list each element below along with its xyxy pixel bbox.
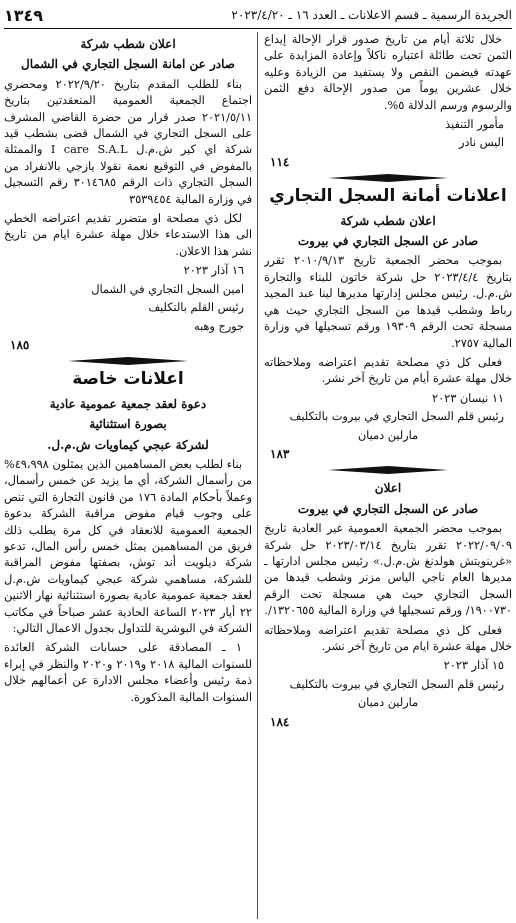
signature-name: جورج وهبه	[193, 319, 244, 333]
ad-body: بموجب محضر الجمعية تاريخ ٢٠١٠/٩/١٣ تقرر بتاريخ ٢٠٢٣/٤/٤ حل شركة خاتون للبناء والتجارة ش.م.ل. رئيس مجلس إدارتها مديرها لينا عبد المجيد رباط وشطب قيدها من السجل التجاري حيث هي مسجلة تحت الرقم ١٩٣٠٩ ورقم تسجيلها في وزارة المالية ٢٧٥٧.	[264, 254, 512, 350]
page-number: ١٣٤٩	[4, 5, 44, 25]
ad-title: اعلان شطب شركة	[80, 37, 176, 51]
header-title: الجريدة الرسمية ـ قسم الاعلانات ـ العدد ١٦ ـ ٢٠٢٣/٤/٢٠	[231, 8, 512, 22]
column-divider	[257, 32, 258, 919]
ad-subtitle: بصورة استثنائية	[89, 417, 167, 432]
ad-date: ١١ نيسان ٢٠٢٣	[432, 391, 504, 405]
separator-ornament	[264, 466, 512, 474]
ad-body: ١ ـ المصادقة على حسابات الشركة العائدة للسنوات المالية ٢٠١٨ و٢٠١٩ و٢٠٢٠ والنظر في إبراء ذمة رئيس وأعضاء مجلس الادارة عن أعمالهم خلال السنوات المالية المذكورة.	[4, 641, 252, 704]
separator-ornament	[264, 174, 512, 182]
signature-subtitle: رئيس القلم بالتكليف	[148, 301, 244, 315]
signature-name: اليس نادر	[458, 136, 504, 150]
ad-subtitle: صادر عن امانة السجل التجاري في الشمال	[20, 57, 235, 72]
left-column	[4, 32, 252, 919]
ad-date: ١٦ آذار ٢٠٢٣	[183, 264, 244, 278]
page-header	[4, 2, 512, 29]
signature-name: مارلين دميان	[357, 696, 419, 710]
ad-body: لكل ذي مصلحة او متضرر تقديم اعتراضه الخطي الى هذا الاستدعاء خلال مهلة عشرة ايام من تاريخ نشر هذا الاعلان.	[4, 212, 252, 258]
ad-body: بناء للطلب المقدم بتاريخ ٢٠٢٢/٩/٢٠ ومحضري اجتماع الجمعية العمومية المنعقدتين بتاريخ ٢٠٢١/٥/١١ صدر قرار من حضرة القاضي المشرف على السجل التجاري في الشمال قضى بشطب قيد شركة اي كير ش.م.ل I care S.A.L والممثلة بالمفوض في التوقيع نعمة نقولا يازجي بالانفراد من السجل التجاري ذات الرقم ٣٠١٤٦٨٥ رقم التسجيل في وزارة المالية ٣٥٣٩٤٥٤	[4, 77, 252, 206]
ad-body: فعلى كل ذي مصلحة تقديم اعتراضه وملاحظاته خلال مهلة عشرة أيام من تاريخ آخر نشر.	[264, 355, 512, 386]
ad-company-name: لشركة عبجي كيماويات ش.م.ل.	[47, 437, 209, 452]
ad-date: ١٥ آذار ٢٠٢٣	[443, 659, 504, 673]
ad-body: بناء لطلب بعض المساهمين الذين يمثلون ٤٩،٩٩٨% من رأسمال الشركة، أي ما يزيد عن خمس رأسمال، وعملاً بأحكام المادة ١٧٦ من قانون التجارة التي تنص على وجوب قيام مفوض مراقبة الشركة بدعوة الجمعية العمومية للانعقاد في كل مرة يطلب ذلك فريق من المساهمين يمثل خمس رأس المال، تدعو شركة ديلويت أند توش، بصفتها مفوض المراقبة للشركة، مساهمي شركة عبجي كيماويات ش.م.ل لعقد جمعية عمومية عادية بصورة استثنائية نهار الاثنين ٢٢ أيار ٢٠٢٣ الساعة الحادية عشر صباحاً في مكاتب الشركة في البوشرية للتداول بجدول الاعمال التالي:	[4, 457, 252, 635]
ad-title: اعلان	[374, 481, 402, 496]
signature-title: مأمور التنفيذ	[445, 118, 504, 132]
section-title-private-ads: اعلانات خاصة	[72, 369, 184, 390]
ad-title: اعلان شطب شركة	[340, 213, 436, 228]
ad-subtitle: صادر عن السجل التجاري في بيروت	[297, 234, 479, 249]
separator-ornament	[4, 357, 252, 365]
ad-number: ١٨٤	[270, 714, 290, 729]
signature-name: مارلين دميان	[357, 428, 419, 442]
section-title-commercial-registry: اعلانات أمانة السجل التجاري	[269, 186, 507, 207]
continued-text: خلال ثلاثة أيام من تاريخ صدور قرار الإحالة إيداع الثمن تحت طائلة اعتباره ناكلاً وإعادة المزايدة على عهدته فيضمن النقص ولا يستفيد من الزيادة وعليه خلال عشرين يوماً من صدور الإحالة دفع الثمن والرسوم ورسم الدلالة ٥%.	[264, 33, 512, 112]
right-column	[264, 32, 512, 919]
ad-subtitle: صادر عن السجل التجاري في بيروت	[297, 501, 479, 516]
ad-body: بموجب محضر الجمعية العمومية غير العادية تاريخ ٢٠٢٢/٠٩/٠٩ تقرر بتاريخ ٢٠٢٣/٠٣/١٤ حل شركة «غرينويتش هولدنغ ش.م.ل.» رئيس مجلس ادارتها ـ مديرها العام ناجي الياس مزنر وشطب قيدها من السجل التجاري حيث هي مسجلة تحت الرقم ١٩٠٠٧٣٠/ ورقم تسجيلها في وزارة المالية ١٣٢٠٦٥٥/.	[264, 522, 512, 618]
ad-number: ١٨٣	[270, 446, 290, 461]
signature-title: رئيس قلم السجل التجاري في بيروت بالتكليف	[289, 410, 504, 424]
ad-number: ١١٤	[270, 154, 290, 169]
ad-number: ١٨٥	[10, 337, 30, 352]
signature-title: رئيس قلم السجل التجاري في بيروت بالتكليف	[289, 677, 504, 691]
ad-title: دعوة لعقد جمعية عمومية عادية	[49, 396, 207, 411]
signature-title: امين السجل التجاري في الشمال	[91, 282, 244, 296]
ad-body: فعلى كل ذي مصلحة تقديم اعتراضه وملاحظاته خلال مهلة عشرة ايام من تاريخ آخر نشر.	[264, 623, 512, 653]
